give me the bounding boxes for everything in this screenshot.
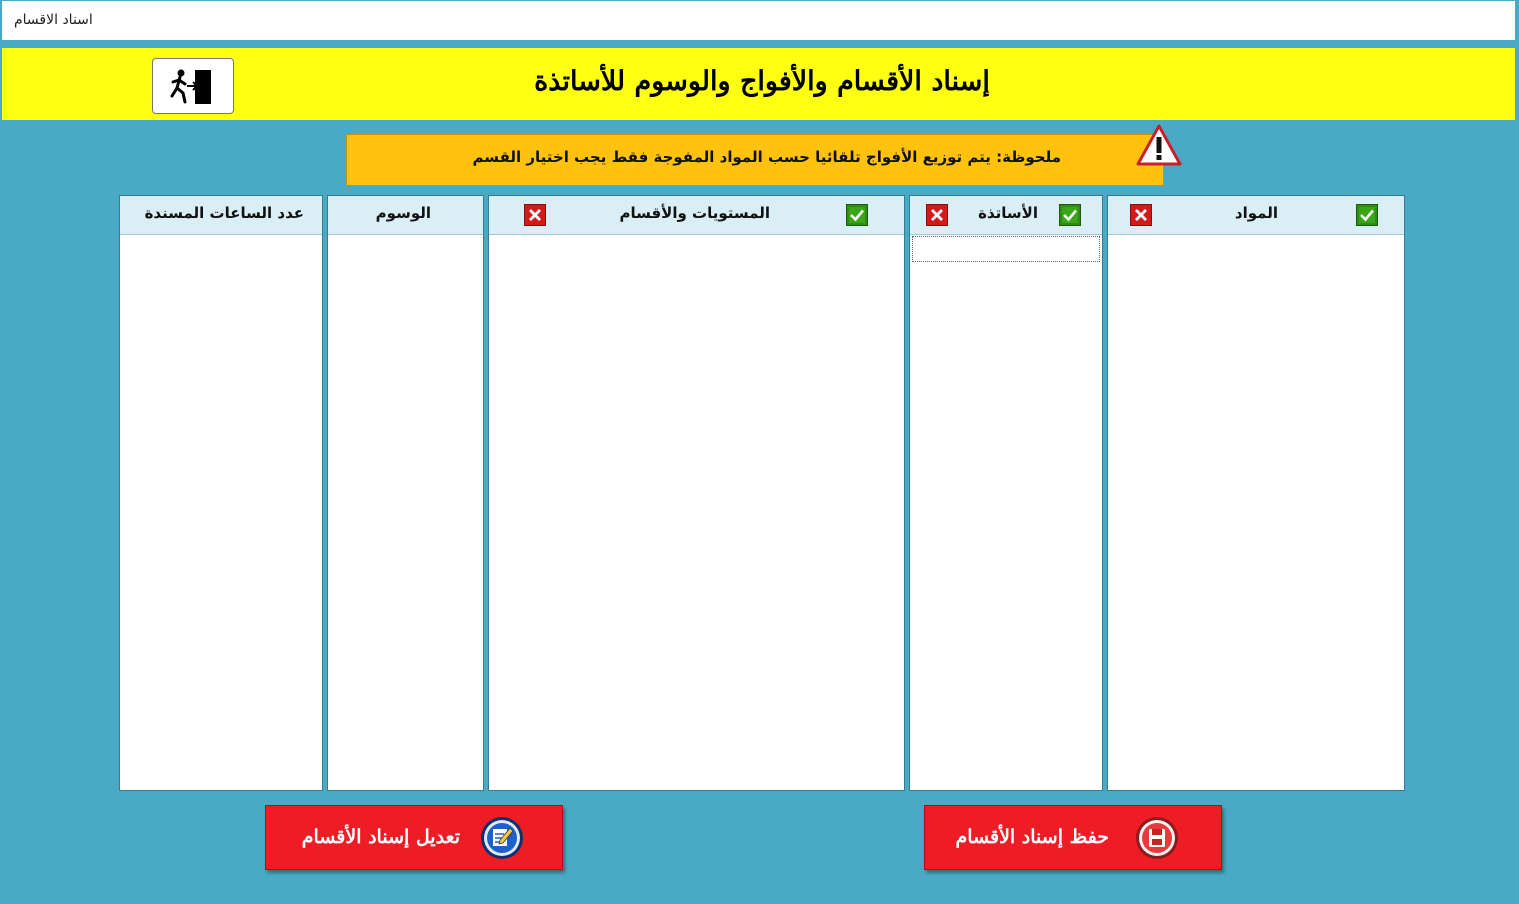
teachers-column-header bbox=[910, 196, 1102, 235]
hours-column-label: عدد الساعات المسندة bbox=[144, 204, 304, 222]
edit-assignment-label: تعديل إسناد الأقسام bbox=[301, 826, 460, 848]
window-title: اسناد الاقسام bbox=[14, 12, 93, 28]
edit-assignment-button[interactable] bbox=[265, 805, 563, 870]
title-bar-panel bbox=[2, 1, 1515, 40]
tags-column bbox=[327, 195, 484, 791]
warning-icon bbox=[1136, 124, 1182, 168]
select-all-levels-check-icon[interactable] bbox=[846, 204, 868, 226]
clear-levels-cross-icon[interactable] bbox=[524, 204, 546, 226]
subjects-column-label: المواد bbox=[1234, 204, 1278, 222]
teachers-column bbox=[909, 195, 1103, 791]
hours-column-header bbox=[120, 196, 322, 235]
tags-column-header bbox=[328, 196, 483, 235]
note-text: ملحوظة: يتم توزيع الأفواج تلقائيا حسب المواد المفوجة فقط يجب اختيار القسم bbox=[472, 148, 1061, 166]
clear-teachers-cross-icon[interactable] bbox=[926, 204, 948, 226]
page-title: إسناد الأقسام والأفواج والوسوم للأساتذة bbox=[534, 66, 990, 97]
teachers-column-label: الأساتذة bbox=[978, 204, 1038, 222]
levels-column-label: المستويات والأقسام bbox=[619, 204, 770, 222]
select-all-teachers-check-icon[interactable] bbox=[1059, 204, 1081, 226]
subjects-column bbox=[1107, 195, 1405, 791]
tags-column-label: الوسوم bbox=[375, 204, 431, 222]
edit-pencil-icon bbox=[480, 816, 524, 860]
levels-column-header bbox=[489, 196, 904, 235]
exit-door-icon bbox=[169, 66, 217, 106]
levels-column bbox=[488, 195, 905, 791]
hours-column bbox=[119, 195, 323, 791]
title-bar bbox=[0, 0, 1519, 44]
select-all-subjects-check-icon[interactable] bbox=[1356, 204, 1378, 226]
header-banner bbox=[2, 48, 1515, 120]
exit-button[interactable] bbox=[152, 58, 234, 114]
note-box bbox=[346, 134, 1164, 186]
save-assignment-label: حفظ إسناد الأقسام bbox=[955, 826, 1109, 848]
clear-subjects-cross-icon[interactable] bbox=[1130, 204, 1152, 226]
save-disk-icon bbox=[1135, 816, 1179, 860]
save-assignment-button[interactable] bbox=[924, 805, 1222, 870]
teachers-list-row[interactable] bbox=[912, 236, 1100, 262]
subjects-column-header bbox=[1108, 196, 1404, 235]
